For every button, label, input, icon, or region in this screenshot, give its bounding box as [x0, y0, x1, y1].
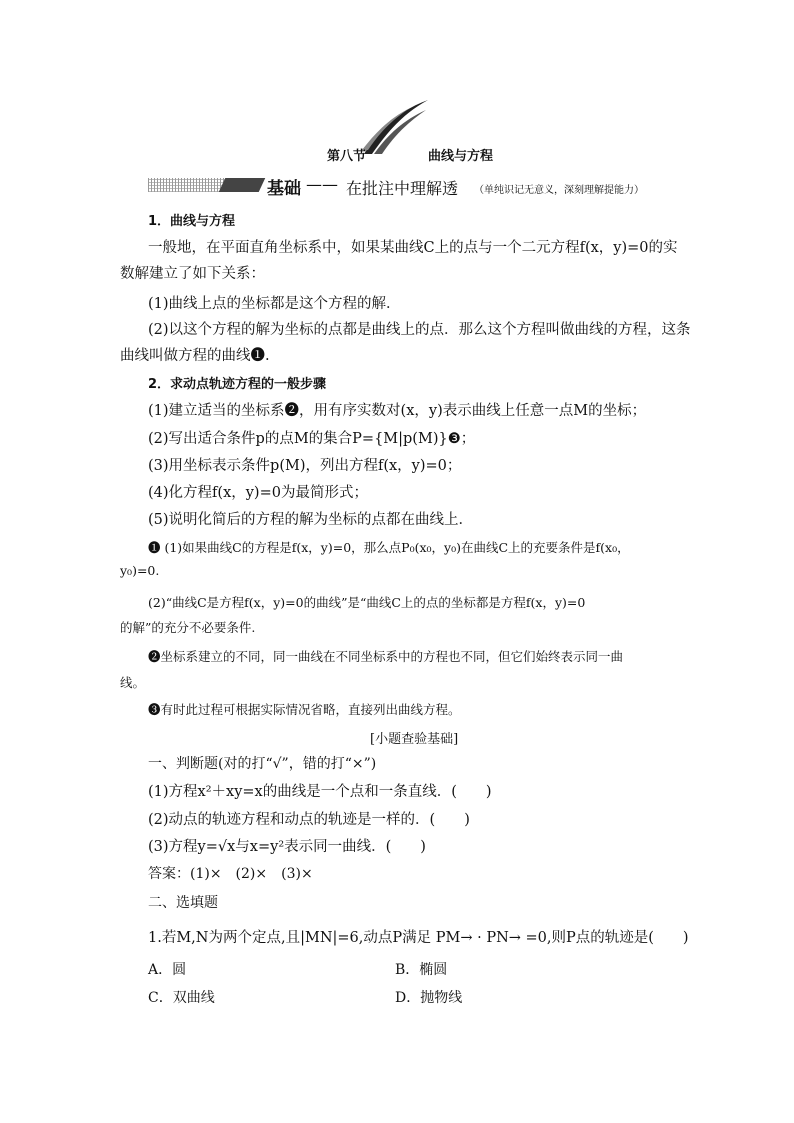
part1-item1: (1)曲线上点的坐标都是这个方程的解． — [148, 296, 401, 312]
choice-heading: 二、选填题 — [148, 895, 218, 911]
banner-text: 在批注中理解透 — [346, 179, 459, 198]
part2-step-1: (1)建立适当的坐标系❷，用有序实数对(x，y)表示曲线上任意一点M的坐标； — [148, 403, 647, 419]
part2-step-5: (5)说明化简后的方程的解为坐标的点都在曲线上． — [148, 512, 474, 528]
question-1: 1.若M,N为两个定点,且|MN|=6,动点P满足 PM→ · PN→ =0,则P点的轨迹是( ) — [148, 930, 689, 946]
swoosh-logo-icon — [360, 98, 430, 156]
banner-key: 基础 — [267, 179, 301, 199]
banner-aside: （单纯识记无意义，深刻理解提能力） — [474, 185, 644, 196]
banner-pattern — [148, 178, 230, 192]
part2-step-2: (2)写出适合条件p的点M的集合P={M|p(M)}❸； — [148, 431, 476, 447]
judge-item-2: (2)动点的轨迹方程和动点的轨迹是一样的．( ) — [148, 812, 470, 828]
judge-heading: 一、判断题(对的打“√”，错的打“×”) — [148, 756, 377, 772]
option-a: A．圆 — [148, 962, 187, 978]
practice-title: [小题查验基础] — [370, 732, 459, 747]
section-name: 曲线与方程 — [428, 149, 494, 164]
option-b: B．椭圆 — [395, 962, 448, 978]
part2-step-3: (3)用坐标表示条件p(M)，列出方程f(x，y)=0； — [148, 458, 462, 474]
note2-line1: ❷坐标系建立的不同，同一曲线在不同坐标系中的方程也不同，但它们始终表示同一曲 — [148, 649, 624, 664]
part1-intro-line1: 一般地，在平面直角坐标系中，如果某曲线C上的点与一个二元方程f(x，y)=0的实 — [148, 240, 678, 256]
note1b-line2: 的解”的充分不必要条件. — [120, 620, 256, 635]
judge-item-1: (1)方程x²＋xy=x的曲线是一个点和一条直线．( ) — [148, 784, 492, 800]
note2-line2: 线。 — [120, 675, 146, 690]
note3: ❸有时此过程可根据实际情况省略，直接列出曲线方程。 — [148, 702, 461, 717]
answer-line: 答案：(1)× (2)× (3)× — [148, 866, 313, 882]
option-d: D．抛物线 — [395, 990, 463, 1006]
note1-line2: y₀)=0. — [120, 563, 160, 578]
banner-dash: —— — [306, 175, 338, 194]
part2-step-4: (4)化方程f(x，y)=0为最简形式； — [148, 485, 368, 501]
banner-slash-bar — [219, 178, 266, 192]
part2-heading: 2．求动点轨迹方程的一般步骤 — [148, 377, 327, 392]
part1-intro-line2: 数解建立了如下关系： — [120, 266, 265, 282]
section-number: 第八节 — [327, 149, 367, 164]
note1-line1: ❶ (1)如果曲线C的方程是f(x，y)=0，那么点P₀(x₀，y₀)在曲线C上的充要条件是f(x₀， — [148, 540, 630, 555]
part1-heading: 1．曲线与方程 — [148, 214, 236, 229]
part1-item2-line1: (2)以这个方程的解为坐标的点都是曲线上的点．那么这个方程叫做曲线的方程，这条 — [148, 322, 691, 338]
option-c: C．双曲线 — [148, 990, 215, 1006]
part1-item2-line2: 曲线叫做方程的曲线❶. — [120, 348, 270, 364]
note1b-line1: (2)“曲线C是方程f(x，y)=0的曲线”是“曲线C上的点的坐标都是方程f(x，y)=0 — [148, 595, 586, 610]
judge-item-3: (3)方程y=√x与x=y²表示同一曲线．( ) — [148, 839, 426, 855]
